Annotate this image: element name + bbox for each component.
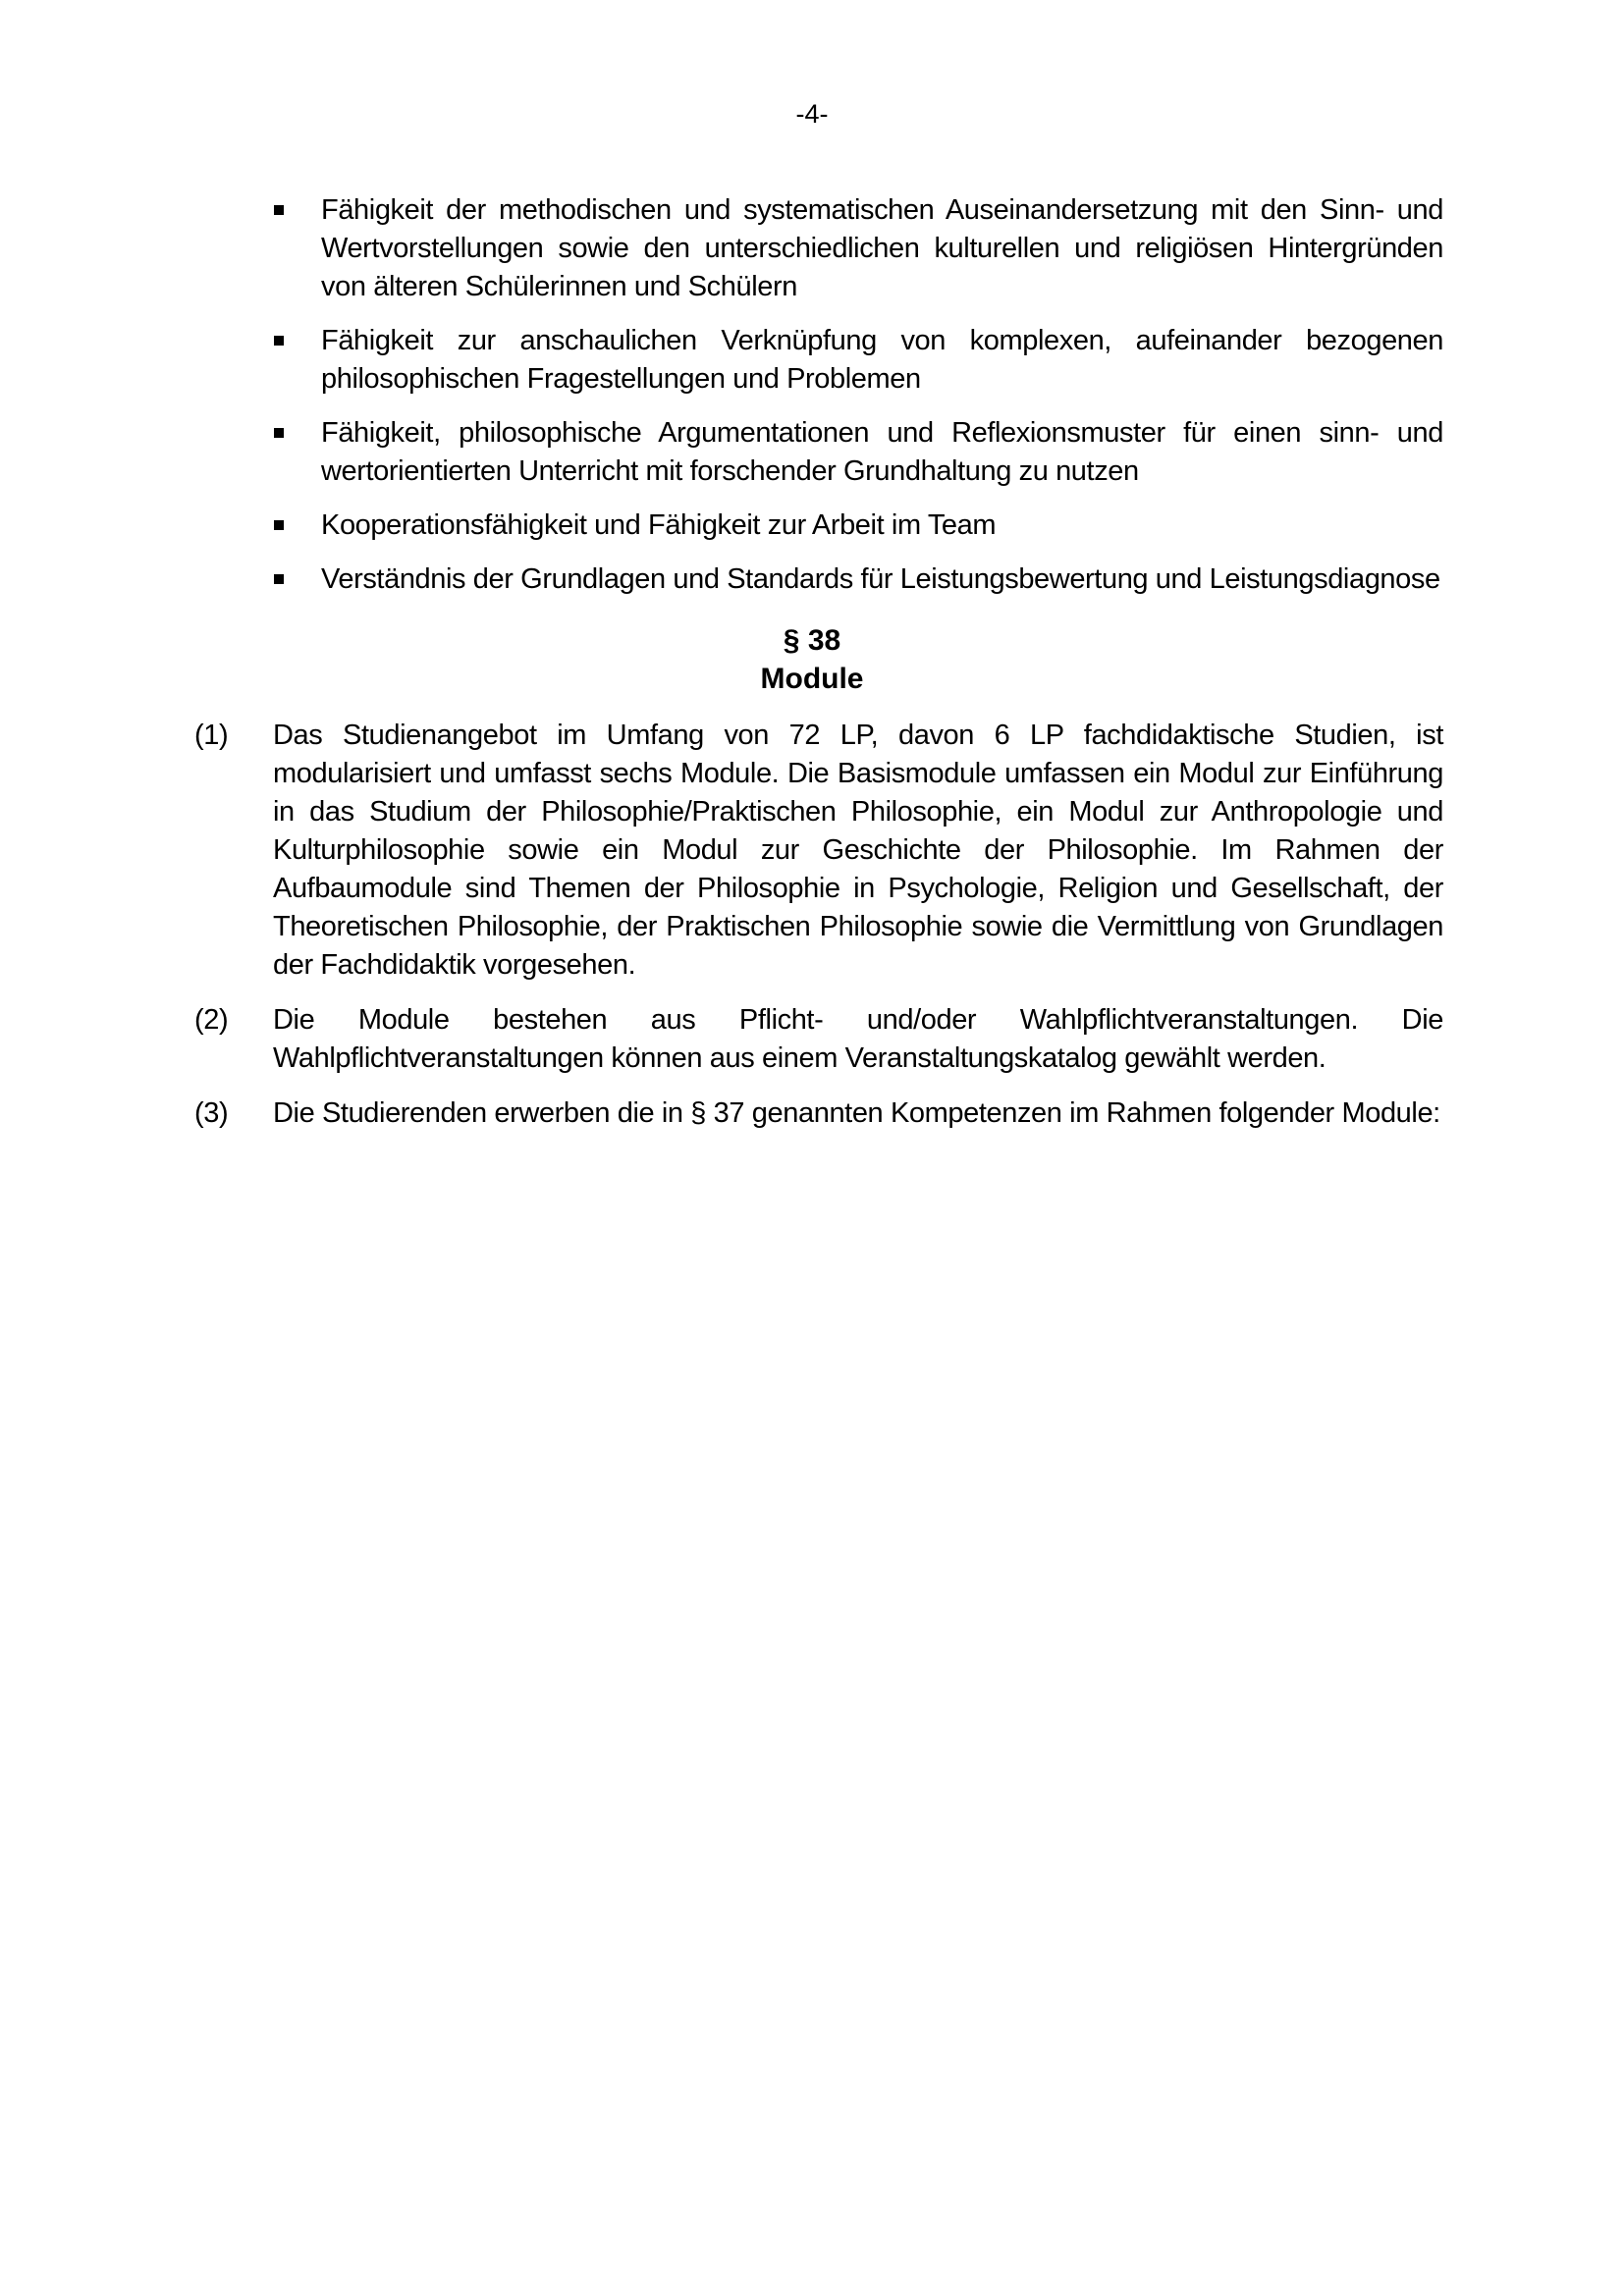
paragraph-text: Die Studierenden erwerben die in § 37 genannten Kompetenzen im Rahmen folgender Module:: [273, 1097, 1440, 1129]
paragraph-text: Die Module bestehen aus Pflicht- und/oder Wahlpflichtveranstaltungen. Die Wahlpflichtveranstaltungen können aus einem Veranstaltungskatalog gewählt werden.: [273, 1004, 1443, 1074]
bullet-item: [265, 191, 1443, 306]
bullet-text: Fähigkeit der methodischen und systematischen Auseinandersetzung mit den Sinn- und Wertvorstellungen sowie den unterschiedlichen kulturellen und religiösen Hintergründen von älteren Schülerinnen und Schülern: [321, 194, 1443, 302]
paragraph-item: [194, 1001, 1443, 1078]
square-bullet-icon: [274, 205, 284, 215]
paragraph-list: [194, 717, 1443, 1149]
paragraph-number: (1): [194, 720, 229, 751]
bullet-text: Verständnis der Grundlagen und Standards für Leistungsbewertung und Leistungsdiagnose: [321, 563, 1440, 595]
bullet-text: Fähigkeit, philosophische Argumentationen und Reflexionsmuster für einen sinn- und wertorientierten Unterricht mit forschender Grundhaltung zu nutzen: [321, 417, 1443, 487]
paragraph-number: (3): [194, 1097, 229, 1129]
bullet-item: [265, 507, 1443, 545]
page-number: -4-: [795, 99, 829, 129]
square-bullet-icon: [274, 574, 284, 584]
square-bullet-icon: [274, 520, 284, 530]
bullet-item: [265, 561, 1443, 599]
paragraph-item: [194, 1095, 1443, 1133]
bullet-item: [265, 322, 1443, 399]
paragraph-text: Das Studienangebot im Umfang von 72 LP, davon 6 LP fachdidaktische Studien, ist modularisiert und umfasst sechs Module. Die Basismodule umfassen ein Modul zur Einführung in das Studium der Philosophie/Praktischen Philosophie, ein Modul zur Anthropologie und Kulturphilosophie sowie ein Modul zur Geschichte der Philosophie. Im Rahmen der Aufbaumodule sind Themen der Philosophie in Psychologie, Religion und Gesellschaft, der Theoretischen Philosophie, der Praktischen Philosophie sowie die Vermittlung von Grundlagen der Fachdidaktik vorgesehen.: [273, 720, 1443, 981]
square-bullet-icon: [274, 428, 284, 438]
competence-bullet-list: [265, 191, 1443, 614]
section-title: Module: [760, 663, 864, 695]
paragraph-number: (2): [194, 1004, 229, 1036]
bullet-item: [265, 414, 1443, 491]
bullet-text: Fähigkeit zur anschaulichen Verknüpfung von komplexen, aufeinander bezogenen philosophischen Fragestellungen und Problemen: [321, 325, 1443, 395]
square-bullet-icon: [274, 336, 284, 346]
section-number: § 38: [783, 624, 841, 657]
section-heading: [0, 621, 1624, 698]
paragraph-item: [194, 717, 1443, 985]
bullet-text: Kooperationsfähigkeit und Fähigkeit zur Arbeit im Team: [321, 509, 997, 541]
